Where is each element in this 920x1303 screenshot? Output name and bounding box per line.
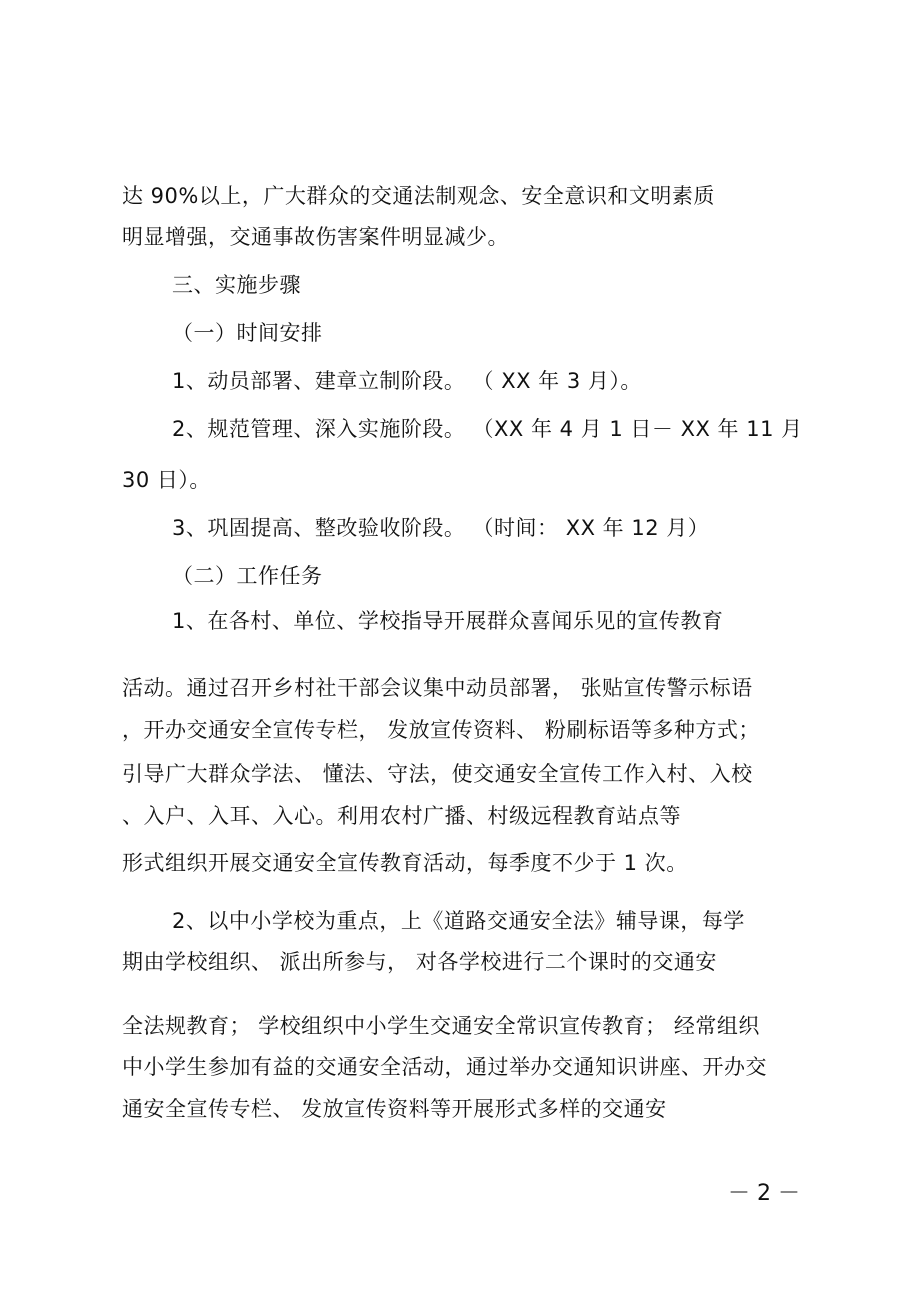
subsection-heading: （一）时间安排 bbox=[172, 321, 323, 345]
paragraph-line: 达 90%以上，广大群众的交通法制观念、安全意识和文明素质 bbox=[122, 184, 715, 208]
subsection-heading: （二）工作任务 bbox=[172, 564, 323, 588]
paragraph-line: 期由学校组织、 派出所参与， 对各学校进行二个课时的交通安 bbox=[122, 950, 717, 974]
paragraph-line: 3、巩固提高、整改验收阶段。 （时间： XX 年 12 月） bbox=[172, 516, 710, 540]
paragraph-line: 30 日）。 bbox=[122, 468, 211, 492]
paragraph-line: 2、以中小学校为重点，上《道路交通安全法》辅导课，每学 bbox=[172, 909, 745, 933]
paragraph-line: 1、动员部署、建章立制阶段。 （ XX 年 3 月）。 bbox=[172, 369, 642, 393]
paragraph-line: 明显增强，交通事故伤害案件明显减少。 bbox=[122, 225, 509, 249]
paragraph-line: 中小学生参加有益的交通安全活动，通过举办交通知识讲座、开办交 bbox=[122, 1055, 767, 1079]
paragraph-line: 通安全宣传专栏、 发放宣传资料等开展形式多样的交通安 bbox=[122, 1097, 667, 1121]
section-heading: 三、实施步骤 bbox=[172, 273, 301, 297]
paragraph-line: 引导广大群众学法、 懂法、守法，使交通安全宣传工作入村、入校 bbox=[122, 762, 753, 786]
page-number: － 2 － bbox=[728, 1181, 800, 1206]
paragraph-line: 形式组织开展交通安全宣传教育活动，每季度不少于 1 次。 bbox=[122, 851, 688, 875]
paragraph-line: ，开办交通安全宣传专栏， 发放宣传资料、 粉刷标语等多种方式； bbox=[122, 718, 760, 742]
paragraph-line: 1、在各村、单位、学校指导开展群众喜闻乐见的宣传教育 bbox=[172, 609, 724, 633]
paragraph-line: 全法规教育； 学校组织中小学生交通安全常识宣传教育； 经常组织 bbox=[122, 1014, 760, 1038]
paragraph-line: 活动。通过召开乡村社干部会议集中动员部署， 张贴宣传警示标语 bbox=[122, 676, 753, 700]
paragraph-line: 2、规范管理、深入实施阶段。 （XX 年 4 月 1 日－ XX 年 11 月 bbox=[172, 417, 803, 441]
paragraph-line: 、入户、入耳、入心。利用农村广播、村级远程教育站点等 bbox=[122, 804, 681, 828]
